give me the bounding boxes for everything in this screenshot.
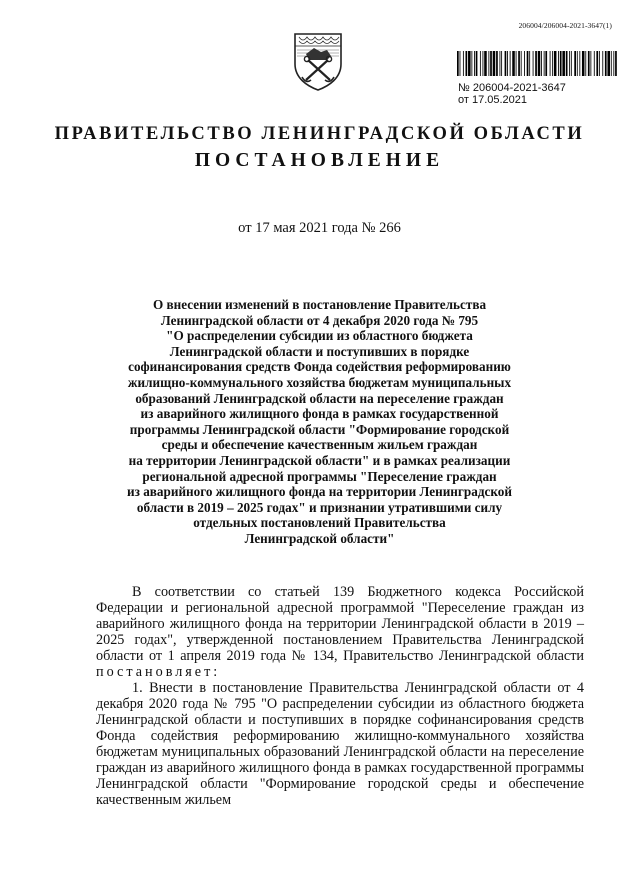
paragraph-preamble	[96, 584, 584, 680]
registration-stamp	[458, 82, 566, 106]
decree-heading: О внесении изменений в постановление Правительства Ленинградской области от 4 декабря 2020 года № 795 "О распределении субсидии из областного бюджета Ленинградской области и поступивших в порядке софинансирования средств Фонда содействия реформированию жилищно-коммунального хозяйства бюджетам муниципальных образований Ленинградской области на переселение граждан из аварийного жилищного фонда в рамках государственной программы Ленинградской области "Формирование городской среды и обеспечение качественным жильем граждан на территории Ленинградской области" и в рамках реализации региональной адресной программы "Переселение граждан из аварийного жилищного фонда на территории Ленинградской области в 2019 – 2025 годах" и признании утратившими силу отдельных постановлений Правительства Ленинградской области"	[127, 297, 512, 546]
document-code: 206004/206004-2021-3647(1)	[518, 21, 612, 30]
government-name: ПРАВИТЕЛЬСТВО ЛЕНИНГРАДСКОЙ ОБЛАСТИ	[54, 124, 585, 144]
coat-of-arms-icon	[287, 30, 349, 92]
registration-date: от 17.05.2021	[458, 94, 528, 106]
document-type: ПОСТАНОВЛЕНИЕ	[194, 150, 445, 171]
preamble-text: В соответствии со статьей 139 Бюджетного кодекса Российской Федерации и региональной адресной программой "Переселение граждан из аварийного жилищного фонда на территории Ленинградской области в 2019 – 2025 годах", утвержденной постановлением Правительства Ленинградской области от 1 апреля 2019 года № 134, Правительство Ленинградской области	[96, 584, 584, 664]
decree-date-number: от 17 мая 2021 года № 266	[238, 220, 401, 236]
barcode-icon	[457, 51, 617, 76]
registration-number: № 206004-2021-3647	[458, 82, 566, 94]
decree-body	[96, 584, 584, 808]
decree-keyword: постановляет:	[96, 664, 221, 680]
paragraph-item-1: 1. Внести в постановление Правительства Ленинградской области от 4 декабря 2020 года № 795 "О распределении субсидии из областного бюджета Ленинградской области и поступивших в порядке софинансирования средств Фонда содействия реформированию жилищно-коммунального хозяйства бюджетам муниципальных образований Ленинградской области на переселение граждан из аварийного жилищного фонда в рамках государственной программы Ленинградской области "Формирование городской среды и обеспечение качественным жильем	[96, 680, 584, 808]
